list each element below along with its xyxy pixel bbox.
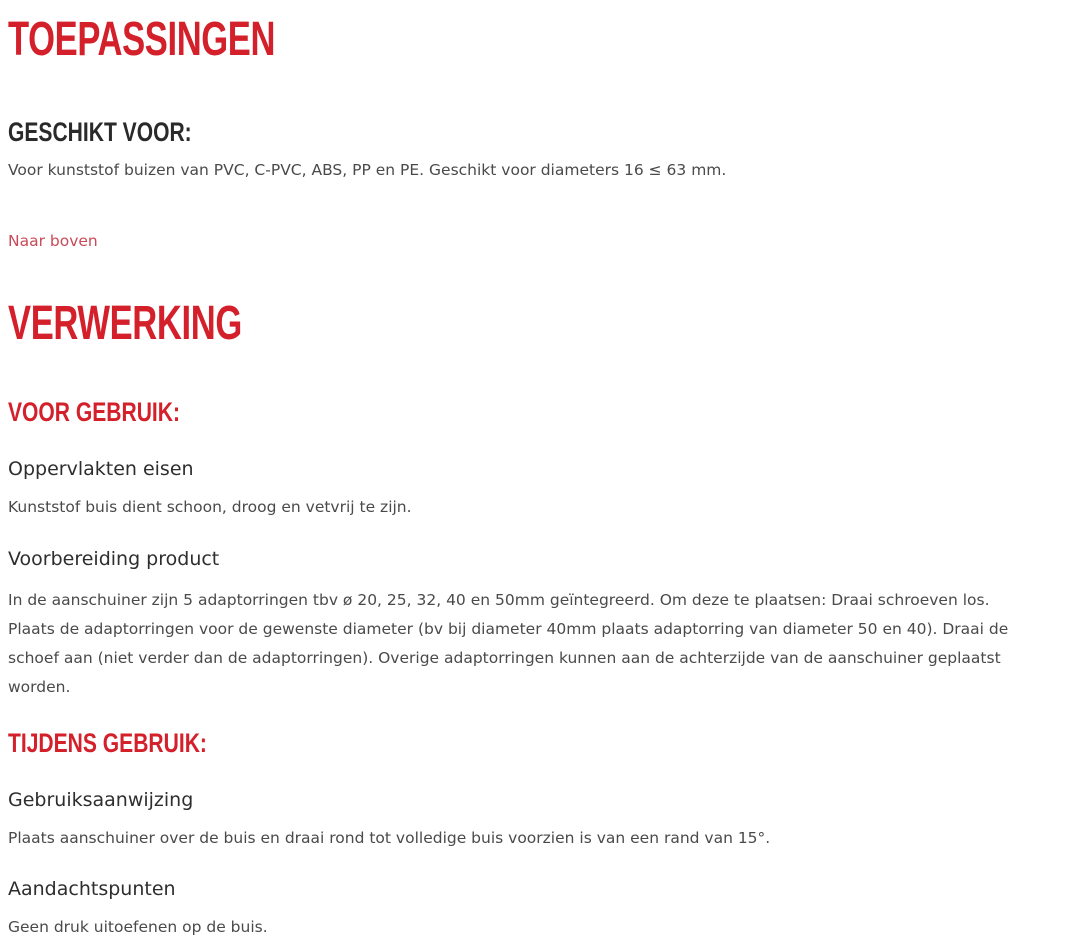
subheading-geschikt-voor: GESCHIKT VOOR: [8, 117, 192, 147]
geschikt-voor-text: Voor kunststof buizen van PVC, C-PVC, ABS, PP en PE. Geschikt voor diameters 16 ≤ 63 mm. [8, 161, 727, 179]
subheading-tijdens-gebruik: TIJDENS GEBRUIK: [8, 728, 207, 758]
voorbereiding-line: In de aanschuiner zijn 5 adaptorringen tbv ø 20, 25, 32, 40 en 50mm geïntegreerd. Om deze te plaatsen: Draai schroeven los. [8, 591, 990, 609]
heading-aandachtspunten: Aandachtspunten [8, 878, 176, 900]
heading-voorbereiding-product: Voorbereiding product [8, 548, 220, 570]
voorbereiding-line: Plaats de adaptorringen voor de gewenste diameter (bv bij diameter 40mm plaats adaptorring van diameter 50 en 40). Draai de [8, 620, 1009, 638]
back-to-top-link[interactable]: Naar boven [8, 232, 98, 250]
subheading-voor-gebruik: VOOR GEBRUIK: [8, 397, 181, 427]
heading-oppervlakten-eisen: Oppervlakten eisen [8, 458, 194, 480]
heading-gebruiksaanwijzing: Gebruiksaanwijzing [8, 789, 194, 811]
aandachtspunten-text: Geen druk uitoefenen op de buis. [8, 918, 268, 936]
voorbereiding-line: schoef aan (niet verder dan de adaptorringen). Overige adaptorringen kunnen aan de achterzijde van de aanschuiner geplaatst [8, 649, 1001, 667]
section-title-toepassingen: TOEPASSINGEN [8, 13, 276, 66]
oppervlakten-eisen-text: Kunststof buis dient schoon, droog en vetvrij te zijn. [8, 498, 412, 516]
gebruiksaanwijzing-text: Plaats aanschuiner over de buis en draai rond tot volledige buis voorzien is van een rand van 15°. [8, 829, 771, 847]
voorbereiding-product-text [8, 586, 1008, 702]
voorbereiding-line: worden. [8, 678, 71, 696]
section-title-verwerking: VERWERKING [8, 297, 242, 350]
